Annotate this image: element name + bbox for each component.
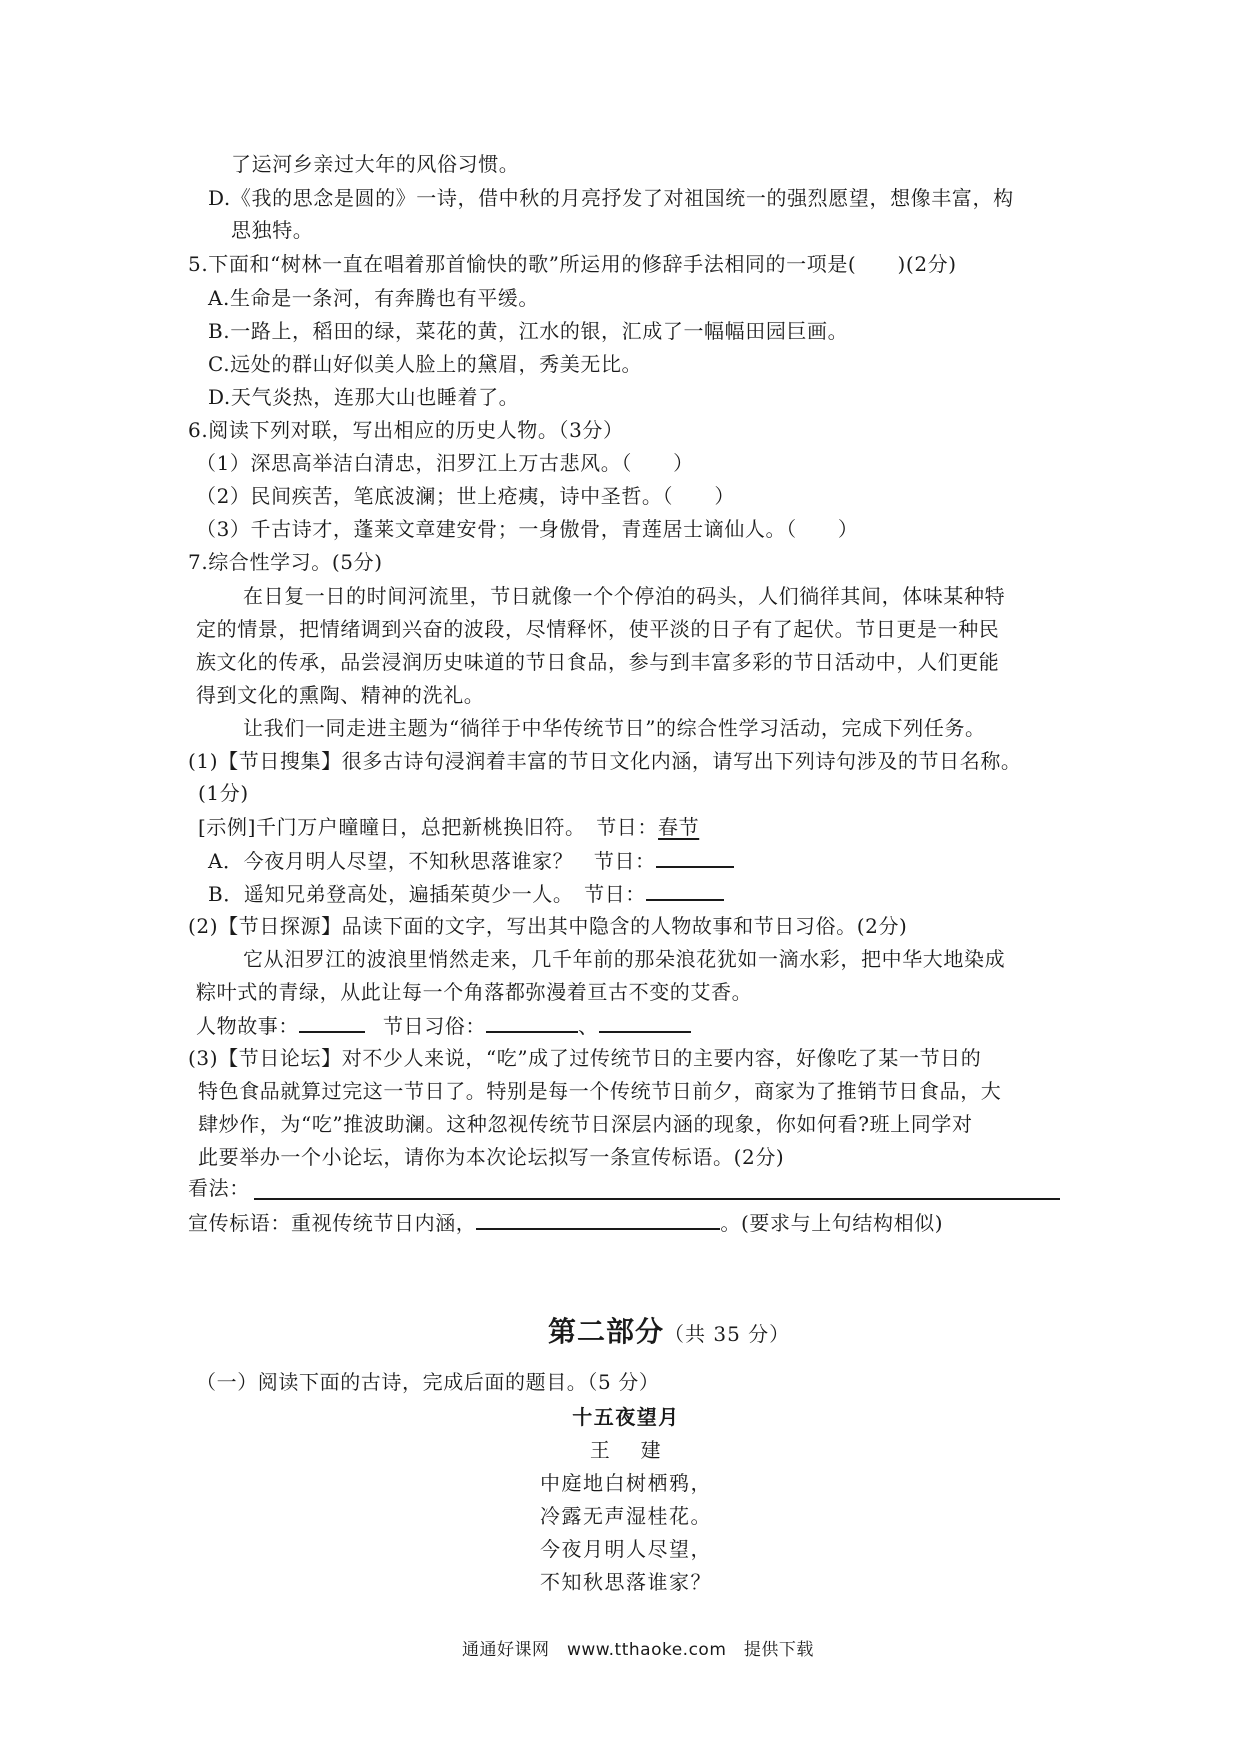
q5-stem: 5.下面和“树林一直在唱着那首愉快的歌”所运用的修辞手法相同的一项是( )(2分) — [188, 252, 957, 276]
q5-option-c: C.远处的群山好似美人脸上的黛眉，秀美无比。 — [208, 352, 643, 376]
q7-part2-custom-blank-1[interactable] — [486, 1011, 578, 1033]
q4-option-d-line1: D.《我的思念是圆的》一诗，借中秋的月亮抒发了对祖国统一的强烈愿望，想像丰富，构 — [208, 186, 1014, 210]
q7-stem: 7.综合性学习。(5分) — [188, 550, 383, 574]
q7-part1-stem-line1: (1)【节日搜集】很多古诗句浸润着丰富的节日文化内涵，请写出下列诗句涉及的节日名称。 — [188, 749, 1022, 773]
q7-part2-passage-line2: 粽叶式的青绿，从此让每一个角落都弥漫着亘古不变的艾香。 — [196, 980, 753, 1004]
q5-option-d: D.天气炎热，连那大山也睡着了。 — [208, 385, 520, 409]
part2-title: 第二部分 — [548, 1315, 665, 1348]
part2-section1-instruction: （一）阅读下面的古诗，完成后面的题目。（5 分） — [196, 1370, 660, 1394]
poem-line-1: 中庭地白树栖鸦， — [540, 1471, 712, 1495]
poem-title: 十五夜望月 — [572, 1405, 680, 1429]
poem-line-3: 今夜月明人尽望， — [540, 1537, 712, 1561]
q7-part1-item-a-blank[interactable] — [656, 846, 734, 868]
q7-intro-line-1: 在日复一日的时间河流里，节日就像一个个停泊的码头，人们徜徉其间，体味某种特 — [243, 584, 1006, 608]
q7-part1-item-a-text: A．今夜月明人尽望，不知秋思落谁家？ 节日： — [208, 849, 656, 873]
q7-part2-custom-blank-2[interactable] — [599, 1011, 691, 1033]
q7-part1-stem-line2: (1分) — [198, 781, 249, 805]
q7-slogan-blank[interactable] — [476, 1208, 720, 1230]
q4-option-d-line2: 思独特。 — [231, 218, 314, 242]
footer-credit: 通通好课网 www.tthaoke.com 提供下载 — [462, 1640, 814, 1660]
q6-stem: 6.阅读下列对联，写出相应的历史人物。（3分） — [188, 418, 624, 442]
q7-part3-line1: (3)【节日论坛】对不少人来说，“吃”成了过传统节日的主要内容，好像吃了某一节日的 — [188, 1046, 982, 1070]
q7-part1-item-a — [208, 846, 734, 875]
q7-part1-example-answer: 春节 — [658, 815, 700, 839]
q6-item-2: （2）民间疾苦，笔底波澜；世上疮痍，诗中圣哲。（ ） — [196, 484, 735, 508]
q7-intro-line-3: 族文化的传承，品尝浸润历史味道的节日食品，参与到丰富多彩的节日活动中，人们更能 — [196, 650, 1000, 674]
q7-part1-example-text: [示例]千门万户曈曈日，总把新桃换旧符。 节日： — [198, 815, 659, 839]
q7-slogan-row — [188, 1208, 943, 1237]
poem-author: 王 建 — [589, 1438, 663, 1462]
q7-part3-line3: 肆炒作，为“吃”推波助澜。这种忽视传统节日深层内涵的现象，你如何看?班上同学对 — [198, 1112, 973, 1136]
q7-slogan-label: 宣传标语：重视传统节日内涵， — [188, 1211, 477, 1235]
q7-part1-item-b — [208, 879, 724, 908]
q7-part3-line4: 此要举办一个小论坛，请你为本次论坛拟写一条宣传标语。(2分) — [198, 1145, 785, 1169]
q7-view-label: 看法： — [188, 1176, 250, 1200]
q7-part3-line2: 特色食品就算过完这一节日了。特别是每一个传统节日前夕，商家为了推销节日食品，大 — [198, 1079, 1002, 1103]
q7-part1-item-b-blank[interactable] — [646, 879, 724, 901]
q7-part1-item-b-text: B．遥知兄弟登高处，遍插茱萸少一人。 节日： — [208, 882, 646, 906]
q7-part2-passage-line1: 它从汨罗江的波浪里悄然走来，几千年前的那朵浪花犹如一滴水彩，把中华大地染成 — [243, 947, 1006, 971]
q5-option-a: A.生命是一条河，有奔腾也有平缓。 — [208, 286, 540, 310]
q7-slogan-tail: 。(要求与上句结构相似) — [720, 1211, 944, 1235]
q7-part1-example — [198, 813, 699, 841]
q6-item-3: （3）千古诗才，蓬莱文章建安骨；一身傲骨，青莲居士谪仙人。（ ） — [196, 517, 859, 541]
part2-subtitle: （共 35 分） — [664, 1322, 791, 1346]
q7-view-answer-line[interactable] — [254, 1198, 1060, 1200]
q7-task-line: 让我们一同走进主题为“徜徉于中华传统节日”的综合性学习活动，完成下列任务。 — [243, 716, 986, 740]
q7-part2-answer-row — [196, 1011, 691, 1040]
q7-part2-story-blank[interactable] — [299, 1011, 365, 1033]
q7-part2-story-label: 人物故事： — [196, 1014, 299, 1038]
q7-part2-separator: 、 — [578, 1014, 599, 1038]
part2-title-row — [548, 1314, 790, 1352]
poem-line-2: 冷露无声湿桂花。 — [540, 1504, 712, 1528]
q7-intro-line-4: 得到文化的熏陶、精神的洗礼。 — [196, 683, 485, 707]
q5-option-b: B.一路上，稻田的绿，菜花的黄，江水的银，汇成了一幅幅田园巨画。 — [208, 319, 849, 343]
poem-line-4: 不知秋思落谁家？ — [540, 1570, 712, 1594]
q6-item-1: （1）深思高举洁白清忠，汨罗江上万古悲风。（ ） — [196, 451, 694, 475]
q7-part2-custom-label: 节日习俗： — [383, 1014, 486, 1038]
q7-part2-stem: (2)【节日探源】品读下面的文字，写出其中隐含的人物故事和节日习俗。(2分) — [188, 914, 908, 938]
q7-intro-line-2: 定的情景，把情绪调到兴奋的波段，尽情释怀，使平淡的日子有了起伏。节日更是一种民 — [196, 617, 1000, 641]
q4-option-c-tail: 了运河乡亲过大年的风俗习惯。 — [231, 152, 520, 176]
